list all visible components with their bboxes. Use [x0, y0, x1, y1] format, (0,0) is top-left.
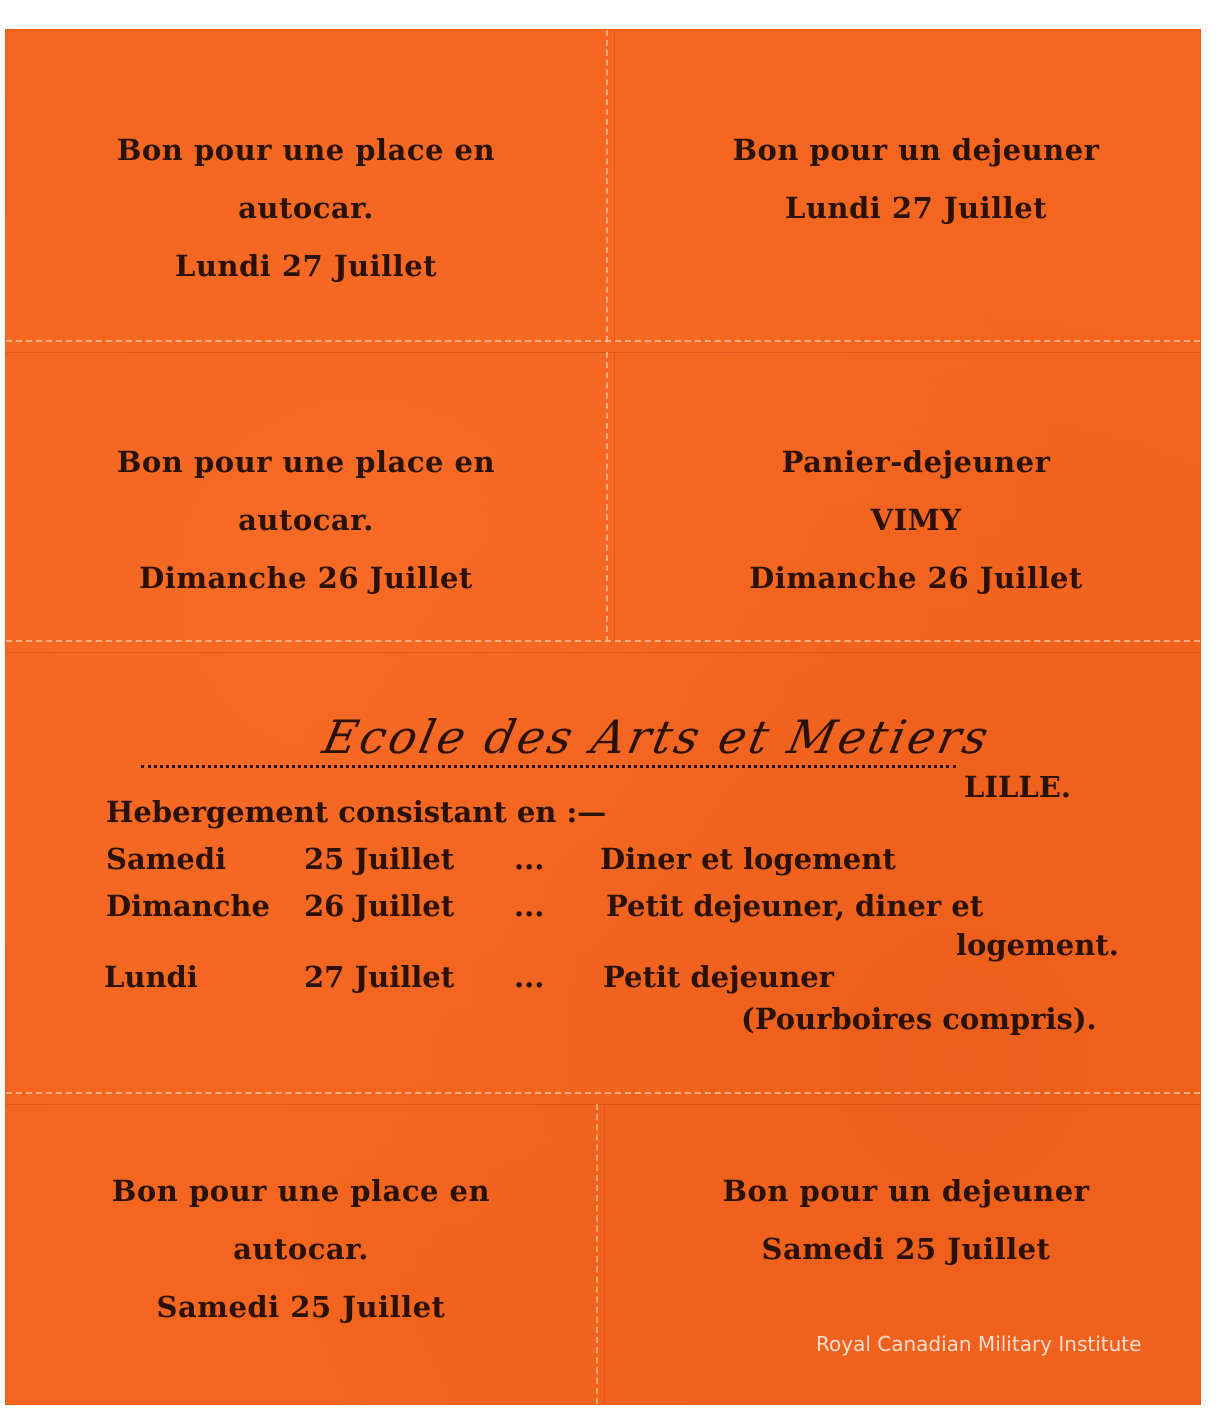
coupon-line: Dimanche 26 Juillet — [139, 561, 473, 595]
lodging-separator: ... — [514, 889, 545, 923]
coupon-line: Lundi 27 Juillet — [784, 191, 1048, 225]
lodging-description: Petit dejeuner, diner et — [606, 889, 984, 923]
coupon-line: Dimanche 26 Juillet — [749, 561, 1083, 595]
handwritten-school-name: Ecole des Arts et Metiers — [318, 710, 996, 764]
coupon-line: Bon pour une place en — [116, 445, 496, 479]
coupon-line: autocar. — [238, 503, 374, 537]
lodging-separator: ... — [514, 842, 545, 876]
perforation-line — [6, 640, 1200, 653]
coupon-bus-saturday — [6, 1162, 596, 1336]
coupon-bus-sunday — [6, 433, 606, 607]
lodging-separator: ... — [514, 960, 545, 994]
city-label: LILLE. — [964, 770, 1071, 804]
coupon-line: Bon pour un dejeuner — [722, 1174, 1090, 1208]
lodging-note: (Pourboires compris). — [741, 1002, 1097, 1036]
coupon-line: Panier-dejeuner — [781, 445, 1051, 479]
watermark-text: Royal Canadian Military Institute — [816, 1332, 1142, 1356]
lodging-heading: Hebergement consistant en :— — [106, 795, 607, 829]
coupon-line: VIMY — [870, 503, 962, 537]
lodging-description: Petit dejeuner — [603, 960, 834, 994]
coupon-line: Bon pour une place en — [116, 133, 496, 167]
perforation-line — [596, 1104, 605, 1404]
lodging-day: Samedi — [106, 842, 227, 876]
coupon-line: autocar. — [233, 1232, 369, 1266]
lodging-date: 25 Juillet — [304, 842, 455, 876]
coupon-line: Bon pour un dejeuner — [732, 133, 1100, 167]
coupon-basket-lunch-vimy — [616, 433, 1216, 607]
lodging-description-continued: logement. — [956, 928, 1119, 962]
coupon-line: Lundi 27 Juillet — [174, 249, 438, 283]
perforation-line — [6, 340, 1200, 353]
perforation-line — [606, 352, 615, 642]
coupon-bus-monday — [6, 121, 606, 295]
lodging-description: Diner et logement — [600, 842, 896, 876]
coupon-line: Samedi 25 Juillet — [156, 1290, 446, 1324]
perforation-line — [606, 30, 615, 342]
coupon-line: autocar. — [238, 191, 374, 225]
coupon-lunch-saturday — [606, 1162, 1206, 1278]
lodging-day: Dimanche — [106, 889, 270, 923]
lodging-date: 26 Juillet — [304, 889, 455, 923]
dotted-fill-line — [141, 765, 956, 768]
coupon-lunch-monday — [616, 121, 1216, 237]
coupon-sheet — [6, 30, 1200, 1404]
lodging-day: Lundi — [104, 960, 198, 994]
coupon-line: Samedi 25 Juillet — [761, 1232, 1051, 1266]
lodging-date: 27 Juillet — [304, 960, 455, 994]
coupon-line: Bon pour une place en — [111, 1174, 491, 1208]
